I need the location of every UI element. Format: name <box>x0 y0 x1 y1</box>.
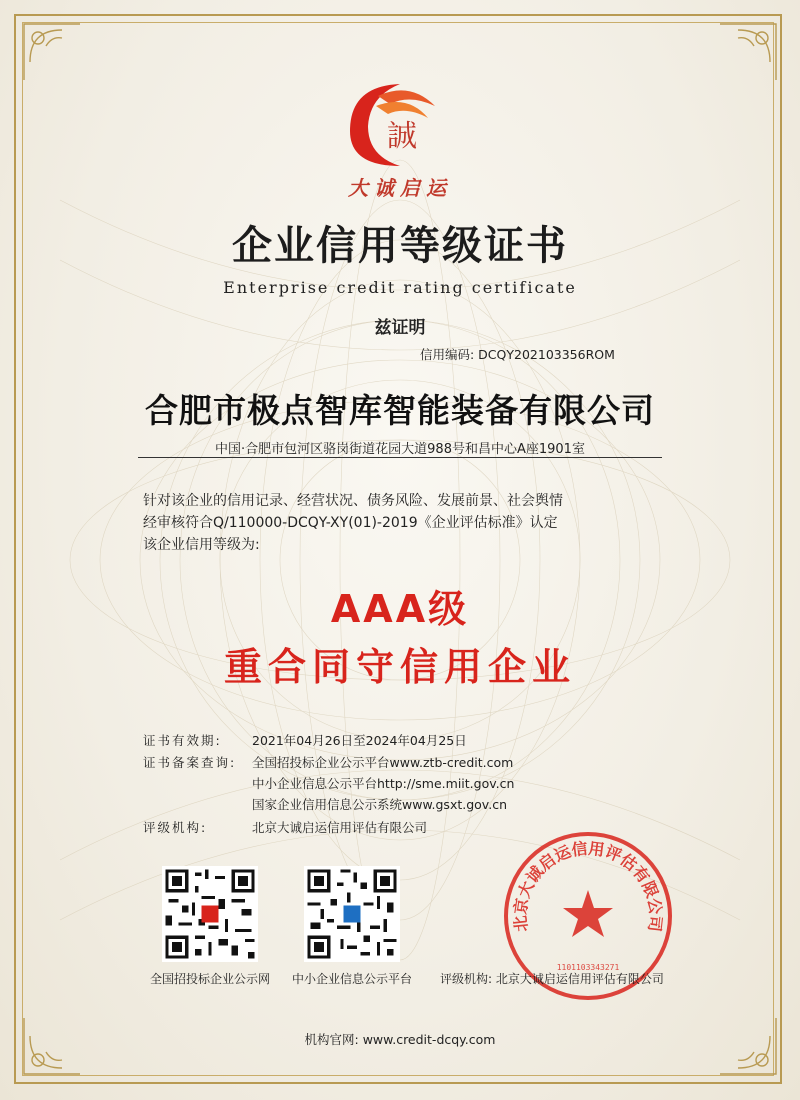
qr-agency-label: 评级机构: 北京大诚启运信用评估有限公司 <box>440 972 664 986</box>
query-link-2[interactable]: 中小企业信息公示平台http://sme.miit.gov.cn <box>252 776 515 791</box>
certify-heading: 兹证明 <box>374 318 426 338</box>
statement-line-3: 该企业信用等级为: <box>143 537 260 553</box>
brand-name: 大诚启运 <box>348 176 452 200</box>
credit-number: 信用编码: DCQY202103356ROM <box>420 347 615 362</box>
corner-ornament-top-right <box>718 22 778 82</box>
statement-line-1: 针对该企业的信用记录、经营状况、债务风险、发展前景、社会舆情 <box>143 493 563 509</box>
svg-text:誠: 誠 <box>387 119 417 154</box>
svg-text:北京大诚启运信用评估有限公司: 北京大诚启运信用评估有限公司 <box>510 838 666 933</box>
credit-grade: AAA级 <box>330 587 470 631</box>
query-link-1[interactable]: 全国招投标企业公示平台www.ztb-credit.com <box>252 755 514 770</box>
corner-ornament-top-left <box>22 22 82 82</box>
query-label: 证书备案查询: <box>143 755 237 770</box>
qr-code-sme[interactable] <box>304 866 400 962</box>
honor-title: 重合同守信用企业 <box>223 645 576 689</box>
address-underline <box>138 457 662 458</box>
agency-label: 评级机构: <box>143 820 208 835</box>
qr-code-ztb[interactable] <box>162 866 258 962</box>
validity-label: 证书有效期: <box>143 733 222 748</box>
svg-text:1101103343271: 1101103343271 <box>556 963 620 972</box>
certificate-subtitle: Enterprise credit rating certificate <box>223 278 577 297</box>
brand-logo <box>330 76 450 176</box>
official-website[interactable]: 机构官网: www.credit-dcqy.com <box>304 1032 496 1047</box>
company-address: 中国·合肥市包河区骆岗街道花园大道988号和昌中心A座1901室 <box>215 442 585 457</box>
agency-value: 北京大诚启运信用评估有限公司 <box>252 820 428 835</box>
certificate-title: 企业信用等级证书 <box>232 222 568 269</box>
validity-value: 2021年04月26日至2024年04月25日 <box>252 733 467 748</box>
company-name: 合肥市极点智库智能装备有限公司 <box>145 391 655 430</box>
statement-line-2: 经审核符合Q/110000-DCQY-XY(01)-2019《企业评估标准》认定 <box>143 515 558 531</box>
query-link-3[interactable]: 国家企业信用信息公示系统www.gsxt.gov.cn <box>252 797 507 812</box>
qr-label-ztb: 全国招投标企业公示网 <box>149 972 270 986</box>
qr-label-sme: 中小企业信息公示平台 <box>291 972 412 986</box>
